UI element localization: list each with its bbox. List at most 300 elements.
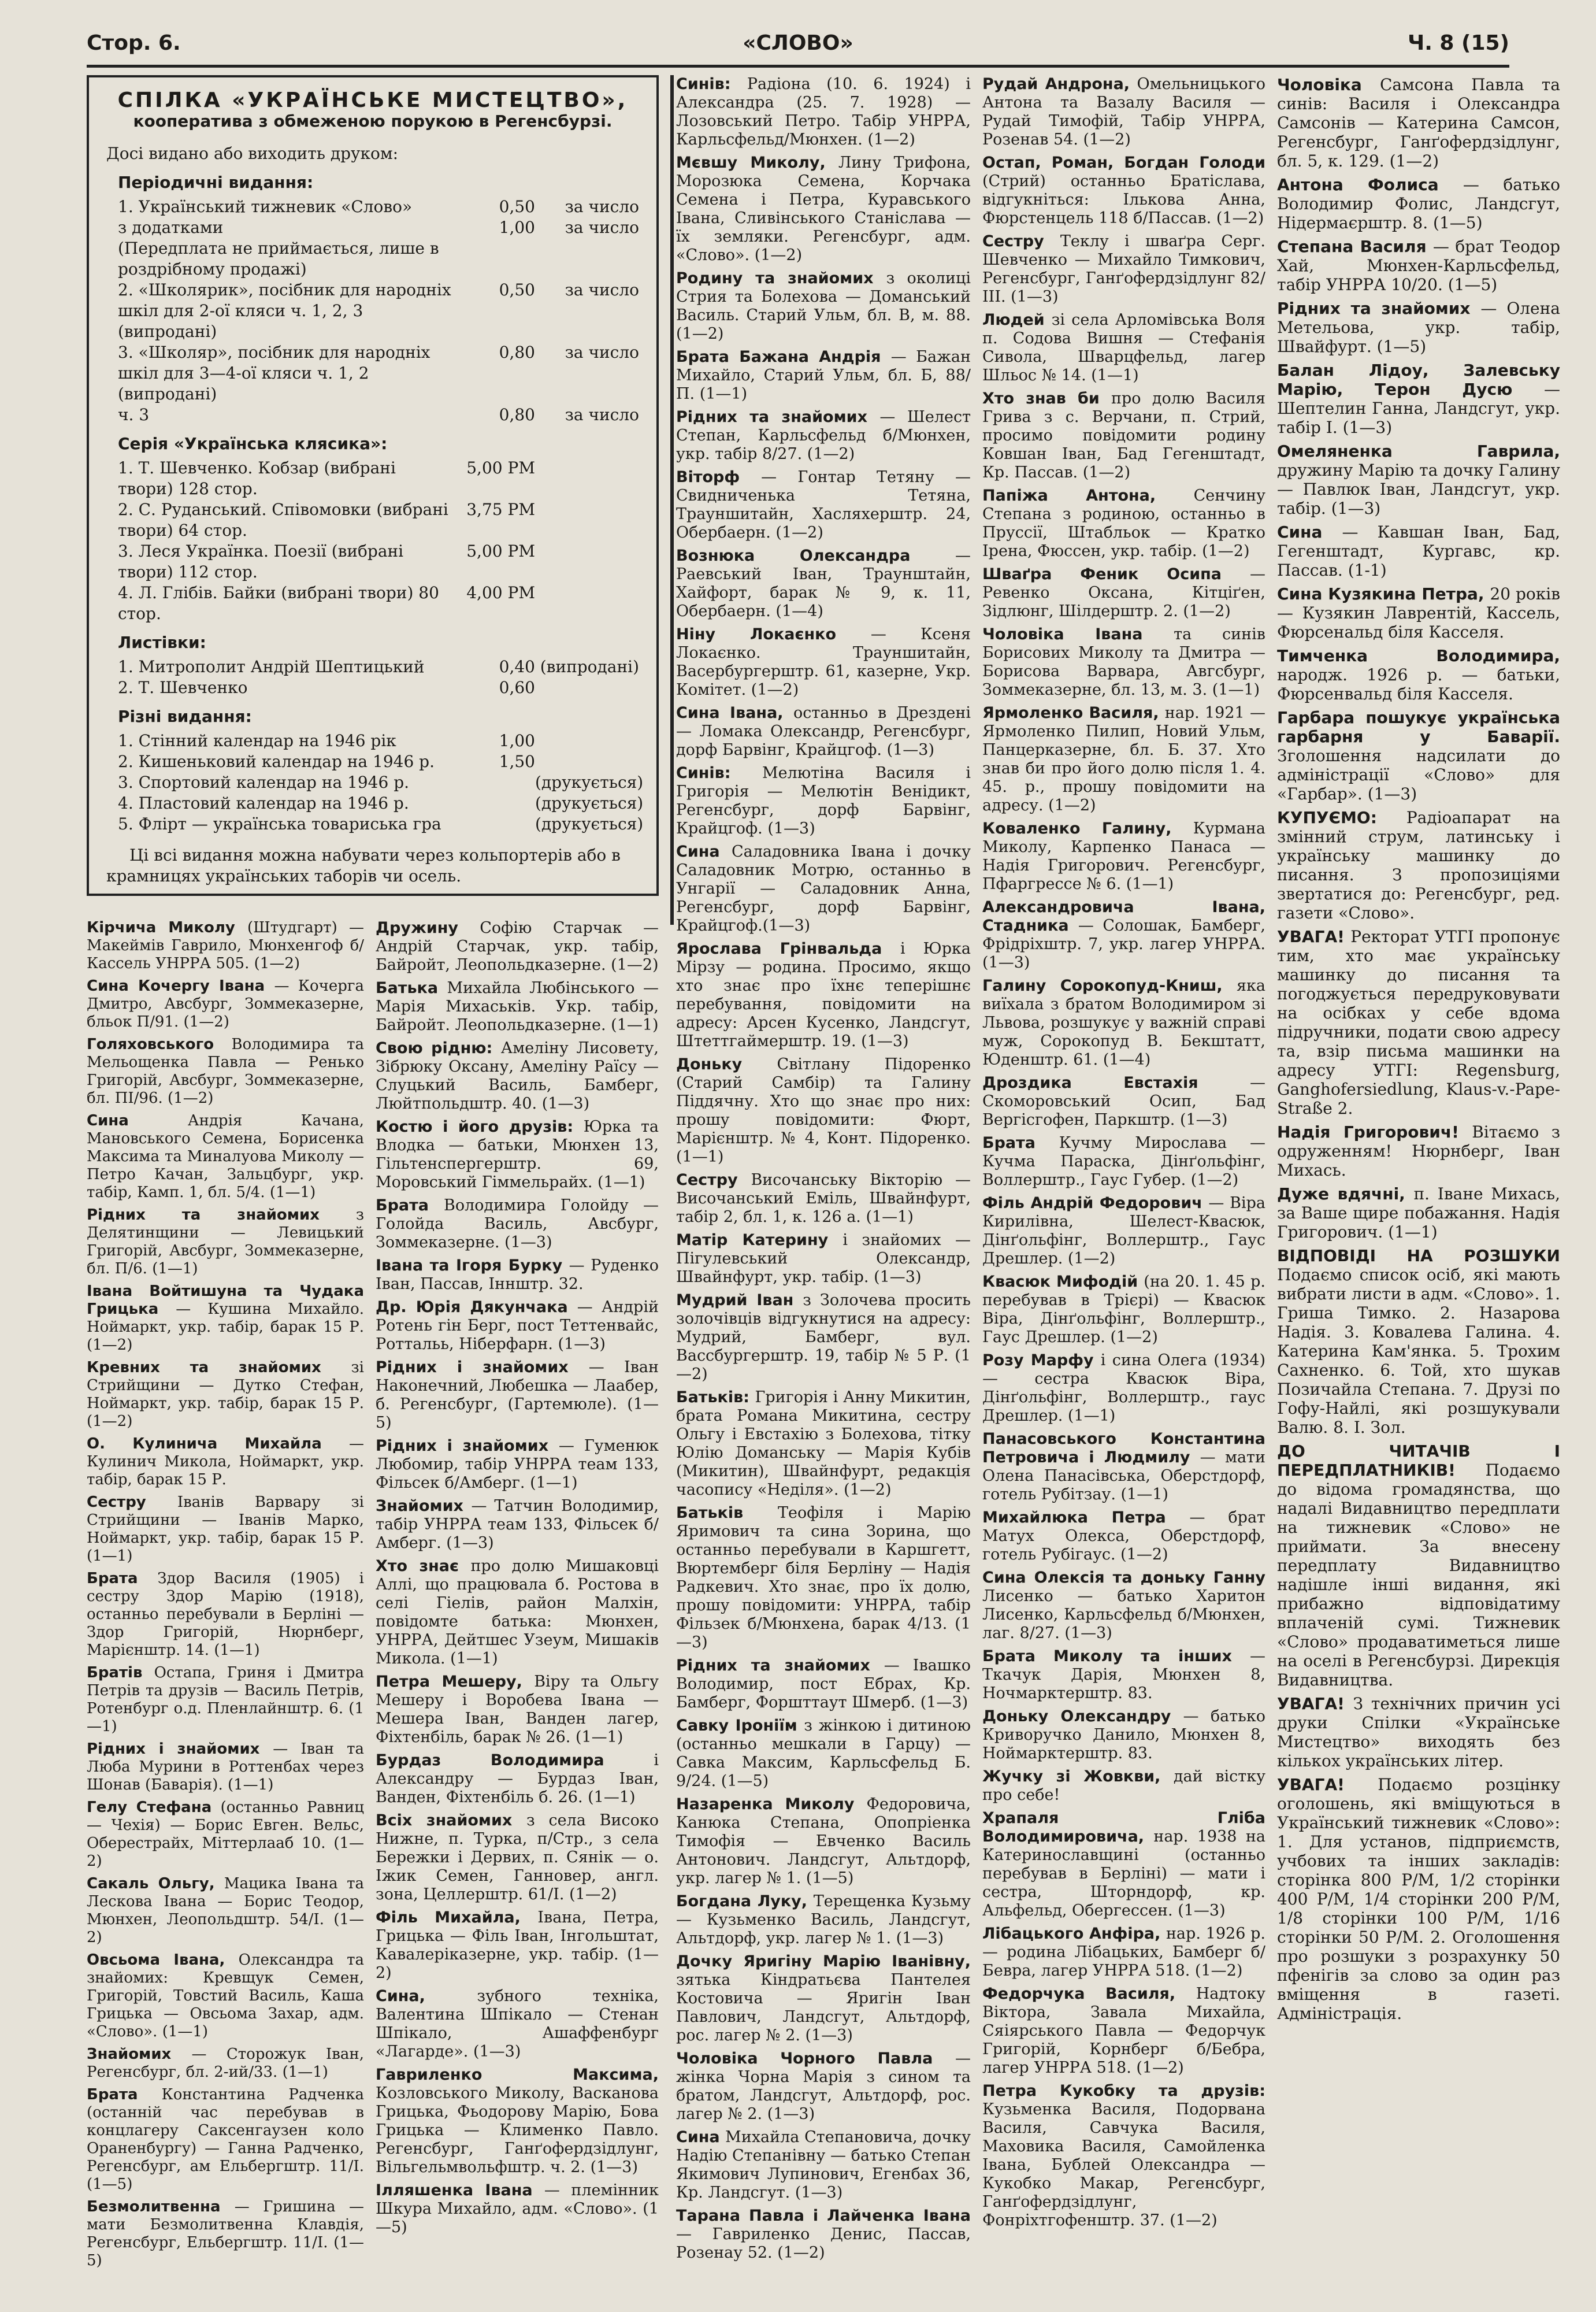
notice-label: Знайомих (87, 2046, 192, 2063)
notice-item (87, 1283, 364, 1354)
notice-label: Брата (982, 1134, 1059, 1152)
notice-item (676, 2050, 971, 2124)
column-2 (376, 919, 659, 2241)
notice-text: — Кочерга Дмитро, Авсбург, Зоммеказерне, бльок П/91. (1—2) (87, 977, 364, 1031)
notice-text: останньо в Дрездені — Ломака Олександр, Регенсбург, дорф Барвінг, Крайцгоф. (1—3) (676, 704, 971, 759)
publication-row (106, 280, 639, 321)
publication-price: 5,00 РМ (466, 458, 535, 477)
notice-item (376, 1557, 659, 1668)
publication-title: (Передплата не приймається, лише в роздрібному продажі) (118, 239, 439, 279)
notice-item (1277, 1246, 1560, 1437)
notice-text: — батько Володимир Фолис, Ландсгут, Нідермаєрштр. 8. (1—5) (1277, 175, 1561, 232)
notice-text: — Гавриленко Денис, Пассав, Розенау 52. (1—2) (676, 2225, 971, 2262)
notice-text: (Стрий) останньо Братіслава, відгукніться: Ількова Анна, Фюрстенцель 118 б/Пассав. (1—2) (982, 172, 1265, 227)
notice-item (376, 1811, 659, 1904)
column-5 (1277, 75, 1560, 2028)
notice-label: Коваленко Галину, (982, 820, 1193, 838)
notice-text: нар. 1938 на Катеринославщині (останньо перебував в Берліні) — мати і сестра, Шторндорф, кр. Альфельд, Обергессен. (1—3) (982, 1828, 1265, 1920)
notice-label: О. Кулинича Михайла (87, 1435, 349, 1453)
notice-item (87, 2046, 364, 2081)
publication-row (106, 342, 639, 384)
publications-box (87, 75, 659, 896)
notice-item (87, 1112, 364, 1202)
notice-text: Козловського Миколу, Васканова Грицька, Фьодорову Марію, Бова Грицька — Клименко Павло. Регенсбург, Ганґофердзідлунг, Вільгельмвольфштр. ч. 2. (1—3) (376, 2084, 659, 2176)
publication-title: 3. Леся Українка. Поезії (вибрані твори) 112 стор. (118, 542, 404, 581)
publication-note: за число (565, 218, 639, 237)
notice-text: з Золочева просить золочівців відгукнутися на адресу: Мудрий, Бамберг, вул. Вассбургерштр. 19, табір № 5 Р. (1—2) (676, 1291, 971, 1383)
notice-label: Філь Андрій Федорович (982, 1194, 1209, 1212)
notice-label: Доньку (676, 1055, 777, 1073)
notice-item (376, 1437, 659, 1492)
notice-label: Братів (87, 1664, 154, 1681)
notice-label: Антона Фолиса (1277, 175, 1463, 194)
notice-text: Юрка та Влодка — батьки, Мюнхен 13, Гільтенспергерштр. 69, Моровський Гіммельрайх. (1—1) (376, 1118, 659, 1191)
notice-text: Терещенка Кузьму — Кузьменко Василь, Ландсгут, Альтдорф, укр. лагер № 1. (1—3) (676, 1892, 971, 1947)
publication-row (106, 217, 639, 238)
notice-text: Андрія Качана, Мановського Семена, Борисенка Максима та Миналуова Миколу — Петро Качан, Зальцбург, укр. табір, Камп. 1, бл. 5/4. (1—1) (87, 1112, 365, 1201)
notice-item (1277, 708, 1560, 803)
publication-row (106, 321, 639, 342)
notice-label: Костю і його друзів: (376, 1118, 584, 1136)
notice-label: Богдана Луку, (676, 1892, 814, 1910)
publication-note (535, 384, 639, 405)
notice-text: З технічних причин усі друки Спілки «Українське Мистецтво» виходять без кількох українських літер. (1277, 1694, 1560, 1770)
notice-text: нар. 1921 — Ярмоленко Пилип, Новий Ульм, Панцерказерне, бл. Б. 37. Хто знав би про його долю після 1. 4. 45. р., прошу повідомити на адресу. (1—2) (982, 704, 1265, 814)
notice-item (376, 1298, 659, 1354)
notice-text: Володимира Голойду — Голойда Василь, Авсбург, Зоммеказерне. (1—3) (376, 1196, 659, 1251)
notice-text: — Бажан Михайло, Старий Ульм, бл. Б, 88/П. (1—1) (676, 348, 971, 403)
notice-label: Сакаль Ольгу, (87, 1875, 224, 1892)
notice-label: Безмолитвенна (87, 2198, 235, 2215)
notice-text: — Солошак, Бамберг, Фрідріхштр. 7, укр. лагер УНРРА. (1—3) (982, 917, 1265, 972)
issue-number: Ч. 8 (15) (1408, 31, 1509, 55)
notice-item (1277, 1775, 1560, 2023)
notice-item (676, 704, 971, 759)
notice-item (982, 487, 1265, 561)
notice-label: Івана Войтишуна та Чудака Грицька (87, 1283, 364, 1318)
notice-item (676, 1171, 971, 1227)
notice-text: з жінкою і дитиною (останньо мешкали в Гарцу) — Савка Максим, Карльсфельд Б. 9/24. (1—5) (676, 1717, 971, 1790)
notice-text: (на 20. 1. 45 р. перебував в Трієрі) — Квасюк Віра, Дінґольфінг, Воллерштр., Гаус Дрешлер. (1—2) (982, 1273, 1265, 1346)
notice-item (676, 348, 971, 403)
notice-text: — Іван Наконечний, Любешка — Лаабер, б. Регенсбург, (Гартемюле). (1—5) (376, 1358, 659, 1432)
section-heading: Періодичні видання: (118, 173, 314, 192)
notice-label: Розу Марфу (982, 1351, 1101, 1369)
notice-item (376, 1673, 659, 1747)
notice-text: — Руденко Іван, Пассав, Іннштр. 32. (376, 1257, 659, 1293)
notice-label: Вознюка Олександра (676, 547, 955, 565)
notice-item (982, 390, 1265, 482)
notice-label: Матір Катерину (676, 1231, 843, 1249)
notice-text: зі Стрийщини — Дутко Стефан, Ноймаркт, укр. табір, барак 15 Р. (1—2) (87, 1359, 364, 1430)
box-sections (106, 172, 644, 835)
publication-price: 5,00 РМ (466, 542, 535, 561)
notice-label: Філь Михайла, (376, 1909, 538, 1926)
publication-title: 3. «Школяр», посібник для народніх шкіл для 3—4-ої кляси ч. 1, 2 (118, 343, 430, 383)
notice-label: Михайлюка Петра (982, 1509, 1190, 1526)
column-4 (982, 75, 1265, 2235)
notice-label: УВАГА! (1277, 1694, 1353, 1713)
notice-text: Омельницького Антона та Вазалу Василя — Рудай Тимофій, Табір УНРРА, Розенав 54. (1—2) (982, 75, 1265, 149)
notice-text: — Іван та Люба Мурини в Роттенбах через Шонав (Баварія). (1—1) (87, 1740, 365, 1794)
notice-label: Голяховського (87, 1036, 232, 1053)
notice-label: Сина (676, 2128, 726, 2146)
notice-text: і Юрка Мірзу — родина. Просимо, якщо хто знає про їхнє теперішнє перебування, повідомити на адресу: Арсен Кусенко, Ландсгут, Штеттгаймерштр. 19. (1—3) (676, 940, 971, 1050)
publication-price (454, 772, 535, 793)
notice-text: та синів Борисових Миколу та Дмитра — Борисова Варвара, Авгсбург, Зоммеказерне, бл. 13, м. 3. (1—1) (982, 625, 1265, 699)
notice-item (87, 1036, 364, 1107)
notice-item (1277, 75, 1560, 171)
publication-note: за число (565, 343, 639, 362)
notice-item (982, 154, 1265, 228)
publication-price (454, 793, 535, 814)
notice-text: і знайомих — Пігулевський Олександр, Швайнфурт, укр. табір. (1—3) (676, 1231, 971, 1286)
notice-item (982, 1569, 1265, 1643)
notice-item (982, 1985, 1265, 2077)
publication-note: (друкується) (535, 773, 644, 792)
notice-label: Папіжа Антона, (982, 487, 1194, 505)
notice-text: — Кавшан Іван, Бад, Гегенштадт, Кургавс, кр. Пассав. (1-1) (1277, 523, 1560, 580)
notice-item (1277, 175, 1560, 232)
notice-label: Тимченка Володимира, (1277, 646, 1560, 665)
notice-text: Теофіля і Марію Яримович та сина Зорина, що останньо перебували в Каршгетт, Вюртемберг біля Берліну — Надія Радкевич. Хто знає, про їх долю, прошу повідомити: УНРРА, табір Фільзек б/Мюнхена, барак 4/13. (1—3) (676, 1504, 971, 1651)
publication-title: 2. «Школярик», посібник для народніх шкіл для 2-ої кляси ч. 1, 2, 3 (118, 280, 451, 320)
notice-text: — Ревенко Оксана, Кітціґен, Зідлюнг, Шілдерштр. 2. (1—2) (982, 565, 1265, 620)
notice-item (87, 1799, 364, 1870)
notice-label: Доньку Олександру (982, 1707, 1183, 1725)
notice-text: Віру та Ольгу Мешеру і Воробева Івана — Мешера Іван, Ванден лагер, Фіхтенбіль, барак № 26. (1—1) (376, 1673, 659, 1746)
notice-text: — Шелест Степан, Карльсфельд б/Мюнхен, укр. табір 8/27. (1—2) (676, 408, 971, 463)
notice-label: Балан Лідоу, Залевську Марію, Терон Дусю (1277, 361, 1560, 399)
notice-item (982, 977, 1265, 1069)
publication-row (106, 814, 644, 835)
notice-text: Подаємо розцінку оголошень, які вміщуються в Український тижневик «Слово»: 1. Для установ, підприємств, учбових та інших закладів: сторінка 800 Р/М, 1/2 сторінки 400 Р/М, 1/4 сторінки 200 Р/М, 1/8 сторінки 100 Р/М, 1/16 сторінки 50 Р/М. 2. Оголошення про розшуки з розрахунку 50 пфенігів за слово за один раз вміщення в газеті. Адміністрація. (1277, 1775, 1560, 2023)
publication-row (106, 793, 644, 814)
notice-text: про долю Мишаковці Аллі, що працювала б. Ростова в селі Гіелів, район Малхін, повідомте батька: Мюнхен, УНРРА, Дейтшес Узеум, Мишаків Микола. (1—1) (376, 1557, 659, 1668)
section-heading: Серія «Українська клясика»: (118, 434, 388, 453)
notice-label: Др. Юрія Дякунчака (376, 1298, 577, 1316)
notice-item (676, 940, 971, 1051)
notice-item (982, 898, 1265, 972)
notice-label: Квасюк Мифодій (982, 1273, 1144, 1291)
publication-title: 1. Стінний календар на 1946 рік (118, 731, 396, 750)
notice-label: Людей (982, 311, 1052, 329)
notice-text: (Штудгарт) — Макеймів Гаврило, Мюнхенгоф б/Кассель УНРРА 505. (1—2) (87, 919, 364, 972)
notice-text: Лину Трифона, Морозюка Семена, Корчака Семена і Петра, Куравського Івана, Сливінського Станіслава — їх земляки. Регенсбург, адм. «Слово». (1—2) (676, 154, 971, 264)
notice-label: Сина Кочергу Івана (87, 977, 274, 995)
publication-price: 0,50 (499, 197, 535, 216)
notice-label: Ярмоленко Василя, (982, 704, 1165, 722)
publication-row (106, 238, 639, 280)
publication-price: 1,00 (499, 218, 535, 237)
notice-item (982, 1074, 1265, 1129)
publication-row (106, 677, 639, 698)
notice-label: Сина (676, 843, 732, 861)
notice-label: Лібацького Анфіра, (982, 1925, 1166, 1943)
publication-note (535, 458, 639, 499)
publication-note (535, 238, 639, 280)
notice-item (982, 1509, 1265, 1564)
notice-item (87, 1435, 364, 1489)
publication-row (106, 583, 639, 624)
notice-text: Світлану Підоренко (Старий Самбір) та Галину Піддячну. Хто що знає про них: прошу повідомити: Фюрт, Марієнштр. № 4, Конт. Підоренко. (1—1) (676, 1055, 971, 1166)
publication-price: 0,80 (499, 343, 535, 362)
notice-item (1277, 1442, 1560, 1689)
publication-price: 3,75 РМ (466, 500, 535, 519)
publication-note (535, 731, 639, 751)
notice-item (982, 565, 1265, 621)
publication-price: 4,00 РМ (466, 583, 535, 602)
notice-label: Сина, (376, 1987, 477, 2005)
publication-row (106, 384, 639, 405)
notice-label: Ярослава Грінвальда (676, 940, 900, 958)
notice-label: Дроздика Евстахія (982, 1074, 1250, 1092)
notice-text: дружину Марію та дочку Галину — Павлюк Іван, Ландсгут, укр. табір. (1—3) (1277, 461, 1560, 518)
publication-title: 5. Флірт — українська товариська гра (118, 814, 441, 833)
notice-label: Сестру (676, 1171, 751, 1189)
notice-item (982, 1768, 1265, 1805)
notice-text: Надтоку Віктора, Завала Михайла, Сяіярського Павла — Федорчук Григорій, Корнберг б/Бебра, лагер УНРРА 518. (1—2) (982, 1985, 1265, 2077)
publication-title: 4. Пластовий календар на 1946 р. (118, 794, 409, 813)
notice-label: Рудай Андрона, (982, 75, 1137, 93)
notice-text: — Шептелин Ганна, Ландсгут, укр. табір І. (1—3) (1277, 380, 1560, 437)
notice-item (87, 2198, 364, 2270)
notice-item (87, 1740, 364, 1794)
publication-row (106, 731, 639, 751)
notice-text: — Раевський Іван, Траунштайн, Хайфорт, барак № 9, к. 11, Обербаерн. (1—4) (676, 547, 971, 620)
box-note: Ці всі видання можна набувати через кольпортерів або в крамницях українських таборів чи осель. (106, 846, 621, 885)
notice-text: — Кушина Михайло. Ноймаркт, укр. табір, барак 15 Р. (1—2) (87, 1300, 364, 1354)
publication-title: ч. 3 (118, 405, 150, 424)
publication-note: (друкується) (535, 794, 644, 813)
notice-label: Жучку зі Жовкви, (982, 1768, 1174, 1785)
notice-label: Чоловіка Чорного Павла (676, 2050, 955, 2068)
publication-note (535, 677, 639, 698)
publication-price (454, 814, 535, 835)
notice-text: Курмана Миколу, Карпенко Панаса — Надія Григорович. Регенсбург, Пфаргрессе № 6. (1—1) (982, 820, 1265, 893)
notice-text: Лисенко — батько Харитон Лисенко, Карльсфельд б/Мюнхен, лаг. 8/27. (1—3) (982, 1587, 1265, 1642)
notice-item (1277, 1694, 1560, 1770)
notice-text: зятька Кіндратьєва Пантелея Костовича — Яригін Іван Павлович, Ландсгут, Альтдорф, рос. лагер № 2. (1—3) (676, 1971, 971, 2044)
notice-item (676, 547, 971, 621)
notice-text: зі села Арломівська Воля п. Содова Вишня — Стефанія Сивола, Шварцфельд, лагер Шльос № 14. (1—1) (982, 311, 1265, 384)
notice-text: Григорія і Анну Микитин, брата Романа Микитина, сестру Ольгу і Евстахію з Болехова, тітку Юлію Доманську — Марія Кубів (Микитин), Швайнфурт, редакція часопису «Неділя». (1—2) (676, 1388, 971, 1499)
notice-text: Сенчину Степана з родиною, останньо в Пруссії, Штабльок — Кратко Ірена, Фюссен, укр. табір. (1—2) (982, 487, 1265, 560)
notice-item (676, 1504, 971, 1652)
notice-item (376, 919, 659, 975)
notice-item (376, 979, 659, 1035)
publication-note (535, 541, 639, 583)
notice-text: Височанську Вікторію — Височанський Еміль, Швайнфурт, табір 2, бл. 1, к. 126 а. (1—1) (676, 1171, 971, 1226)
publication-note (535, 321, 639, 342)
notice-item (982, 1430, 1265, 1504)
notice-label: Рідних і знайомих (87, 1740, 273, 1758)
notice-text: Федоровича, Канюка Степана, Опопріенка Тимофія — Евченко Василь Антонович. Ландсгут, Альтдорф, укр. лагер № 1. (1—5) (676, 1795, 971, 1887)
notice-label: Сестру (87, 1494, 177, 1511)
notice-item (1277, 523, 1560, 580)
notice-text: Володимира та Мельощенка Павла — Ренько Григорій, Авсбург, Зоммеказерне, бл. ПІ/96. (1—2) (87, 1036, 364, 1107)
notice-text: — Андрій Ротень гін Берг, пост Теттенвайс, Роттальь, Ніберфарн. (1—3) (376, 1298, 659, 1353)
notice-text: Михайла Любінського — Марія Михаськів. Укр. табір, Байройт. Леопольдказерне. (1—1) (376, 979, 659, 1034)
notice-label: Ніну Локаєнко (676, 625, 871, 643)
notice-item (676, 1231, 971, 1287)
notice-label: Омеляненка Гаврила, (1277, 442, 1560, 461)
notice-text: Кучму Мирослава — Кучма Параска, Дінґольфінг, Воллерштр., Гаус Губер. (1—2) (982, 1134, 1265, 1189)
notice-label: Тарана Павла і Лайченка Івана (676, 2207, 971, 2225)
publication-row (106, 499, 639, 541)
notice-label: Івана та Ігоря Бурку (376, 1257, 569, 1274)
notice-item (982, 232, 1265, 306)
box-intro: Досі видано або виходить друком: (106, 144, 399, 163)
notice-item (982, 1707, 1265, 1763)
notice-label: Надія Григорович! (1277, 1122, 1472, 1142)
notice-label: Сина Кузякина Петра, (1277, 584, 1490, 603)
publication-title: 2. С. Руданський. Співомовки (вибрані твори) 64 стор. (118, 500, 448, 540)
notice-label: Панасовського Константина Петровича і Людмилу (982, 1430, 1265, 1466)
notice-label: Сестру (982, 232, 1060, 250)
notice-label: Рідних і знайомих (376, 1437, 559, 1455)
notice-label: Храпаля Гліба Володимировича, (982, 1809, 1265, 1846)
notice-label: Остап, Роман, Богдан Голоди (982, 154, 1265, 172)
notice-text: з околиці Стрия та Болехова — Доманський Василь. Старий Ульм, бл. В, м. 88. (1—2) (676, 269, 971, 343)
notice-item (376, 1257, 659, 1294)
notice-text: — Ткачук Дарія, Мюнхен 8, Ночмарктерштр. 83. (982, 1647, 1265, 1702)
notice-item (676, 1055, 971, 1166)
publication-title: 1. Український тижневик «Слово» (118, 197, 413, 216)
notice-label: Гавриленко Максима, (376, 2066, 659, 2084)
notice-item (676, 468, 971, 542)
notice-item (676, 764, 971, 838)
notice-label: Синів: (676, 75, 747, 93)
publication-row (106, 751, 639, 772)
notice-label: Рідних та знайомих (1277, 299, 1481, 318)
notice-label: Гелу Стефана (87, 1799, 221, 1816)
publication-price: 0,60 (499, 678, 535, 697)
notice-item (982, 1647, 1265, 1703)
notice-item (982, 1273, 1265, 1347)
notice-item (676, 2207, 971, 2262)
notice-item (1277, 1184, 1560, 1242)
notice-label: Дуже вдячні, (1277, 1184, 1414, 1203)
notice-item (1277, 299, 1560, 356)
publication-price (454, 384, 535, 405)
notice-item (87, 1494, 364, 1565)
notice-item (87, 1206, 364, 1278)
notice-text: Самсона Павла та синів: Василя і Олександра Самсонів — Катерина Самсон, Регенсбург, Ганґофердзідлунг, бл. 5, к. 129. (1—2) (1277, 75, 1560, 171)
notice-item (376, 1039, 659, 1113)
publication-note: за число (565, 197, 639, 216)
publication-note (535, 751, 639, 772)
notice-label: Свою рідню: (376, 1039, 501, 1057)
notice-item (982, 1925, 1265, 1980)
notice-label: Ілляшенка Івана (376, 2181, 544, 2199)
notice-text: — Татчин Володимир, табір УНРРА теам 133, Фільсек б/Амберг. (1—3) (376, 1497, 659, 1552)
notice-item (676, 408, 971, 464)
publication-row (106, 405, 639, 425)
publication-title: (випродані) (118, 384, 217, 403)
notice-label: Батьків (676, 1504, 778, 1522)
publication-row (106, 197, 639, 217)
publication-price (454, 321, 535, 342)
notice-item (676, 1388, 971, 1499)
box-subtitle: кооператива з обмеженою порукою в Регенсбурзі. (133, 112, 613, 131)
notice-label: Петра Кукобку та друзів: (982, 2082, 1265, 2100)
notice-label: Сина Івана, (676, 704, 793, 722)
notice-label: Бурдаз Володимира (376, 1751, 654, 1769)
notice-label: Синів: (676, 764, 762, 782)
notice-label: Знайомих (376, 1497, 472, 1515)
notice-label: ВІДПОВІДІ НА РОЗШУКИ (1277, 1246, 1560, 1265)
publication-title: з додатками (118, 218, 224, 237)
notice-item (676, 269, 971, 343)
notice-text: — Сторожук Іван, Регенсбург, бл. 2-ий/33. (1—1) (87, 2046, 364, 2081)
notice-item (676, 1892, 971, 1948)
notice-item (1277, 442, 1560, 518)
publication-price: 1,50 (499, 752, 535, 771)
notice-text: Радіона (10. 6. 1924) і Александра (25. 7. 1928) — Лозовський Петро. Табір УНРРА, Карльсфельд/Мюнхен. (1—2) (676, 75, 971, 149)
notice-label: Сина Олексія та доньку Ганну (982, 1569, 1265, 1587)
notice-item (676, 1952, 971, 2045)
page-number: Стор. 6. (87, 31, 181, 55)
column-3 (676, 75, 971, 2267)
publication-note (535, 583, 639, 624)
notice-item (982, 1809, 1265, 1920)
notice-item (982, 1351, 1265, 1425)
notice-label: Віторф (676, 468, 762, 486)
notice-label: Мєвшу Миколу, (676, 154, 838, 172)
notice-label: Сина (1277, 523, 1342, 542)
notice-item (376, 1497, 659, 1553)
notice-text: Ректорат УТГІ пропонує тим, хто має українську машинку до писання та погоджується передруковувати на осібках у себе вдома підручники, подати свою адресу та, взір письма машинки на адресу УТГІ: Regensburg, Ganghofersiedlung, Klaus-v.-Pape-Straße 2. (1277, 927, 1560, 1118)
notice-item (982, 2082, 1265, 2230)
notice-label: Чоловіка Івана (982, 625, 1174, 643)
notice-item (982, 1134, 1265, 1190)
notice-text: — Івашко Володимир, пост Ебрах, Кр. Бамберг, Форшттаут Шмерб. (1—3) (676, 1657, 971, 1711)
notice-item (376, 2066, 659, 2177)
column-1 (87, 919, 364, 2274)
notice-label: Петра Мешеру, (376, 1673, 535, 1691)
notice-text: — Гуменюк Любомир, табір УНРРА теам 133, Фільсек б/Амберг. (1—1) (376, 1437, 659, 1492)
notice-text: про долю Василя Грива з с. Верчани, п. Стрий, просимо повідомити родину Ковшан Іван, Бад Гегенштадт, Кр. Пассав. (1—2) (982, 390, 1265, 481)
notice-label: Брата (376, 1196, 444, 1214)
notice-label: Кірчича Миколу (87, 919, 247, 936)
notice-text: Вітаємо з одруженням! Нюрнберг, Іван Михась. (1277, 1122, 1560, 1180)
notice-item (376, 1196, 659, 1252)
notice-label: Рідних та знайомих (676, 408, 880, 426)
publication-note: за число (565, 405, 639, 424)
notice-text: Олександра та знайомих: Кревщук Семен, Григорій, Товстий Василь, Каша Грицька — Овсьома Захар, адм. «Слово». (1—1) (87, 1951, 364, 2040)
publication-note: за число (565, 280, 639, 299)
notice-item (87, 2086, 364, 2194)
publication-price: 0,40 (499, 657, 535, 676)
notice-label: Сина (87, 1112, 188, 1129)
notice-item (376, 1909, 659, 1983)
publication-title: 2. Кишеньковий календар на 1946 р. (118, 752, 435, 771)
notice-label: КУПУЄМО: (1277, 808, 1406, 827)
notice-item (982, 704, 1265, 815)
notice-item (87, 977, 364, 1031)
notice-text: — племінник Шкура Михайло, адм. «Слово». (1—5) (376, 2181, 659, 2236)
notice-text: Подаємо до відома громадянства, що надалі Видавництво передплати на тижневик «Слово» не приймати. За внесену передплату Видавництво надішле інші видання, які прибажно відповідатиму вплаченій сумі. Тижневик «Слово» продаватиметься лише на оселі в Регенсбурзі. Дирекція Видавництва. (1277, 1461, 1560, 1689)
notice-text: Теклу і шваґра Серг. Шевченко — Михайло Тимкович, Регенсбург, Ганґофердзідлунг 82/ІІІ. (1—3) (982, 232, 1266, 306)
notice-label: Родину та знайомих (676, 269, 886, 287)
notice-text: — брат Матух Олекса, Оберстдорф, готель Рубігаус. (1—2) (982, 1509, 1265, 1563)
notice-label: Рідних та знайомих (676, 1657, 884, 1674)
paper-title: «СЛОВО» (743, 31, 853, 55)
notice-item (376, 1118, 659, 1192)
publication-price: 0,80 (499, 405, 535, 424)
section-heading: Різні видання: (118, 707, 252, 726)
